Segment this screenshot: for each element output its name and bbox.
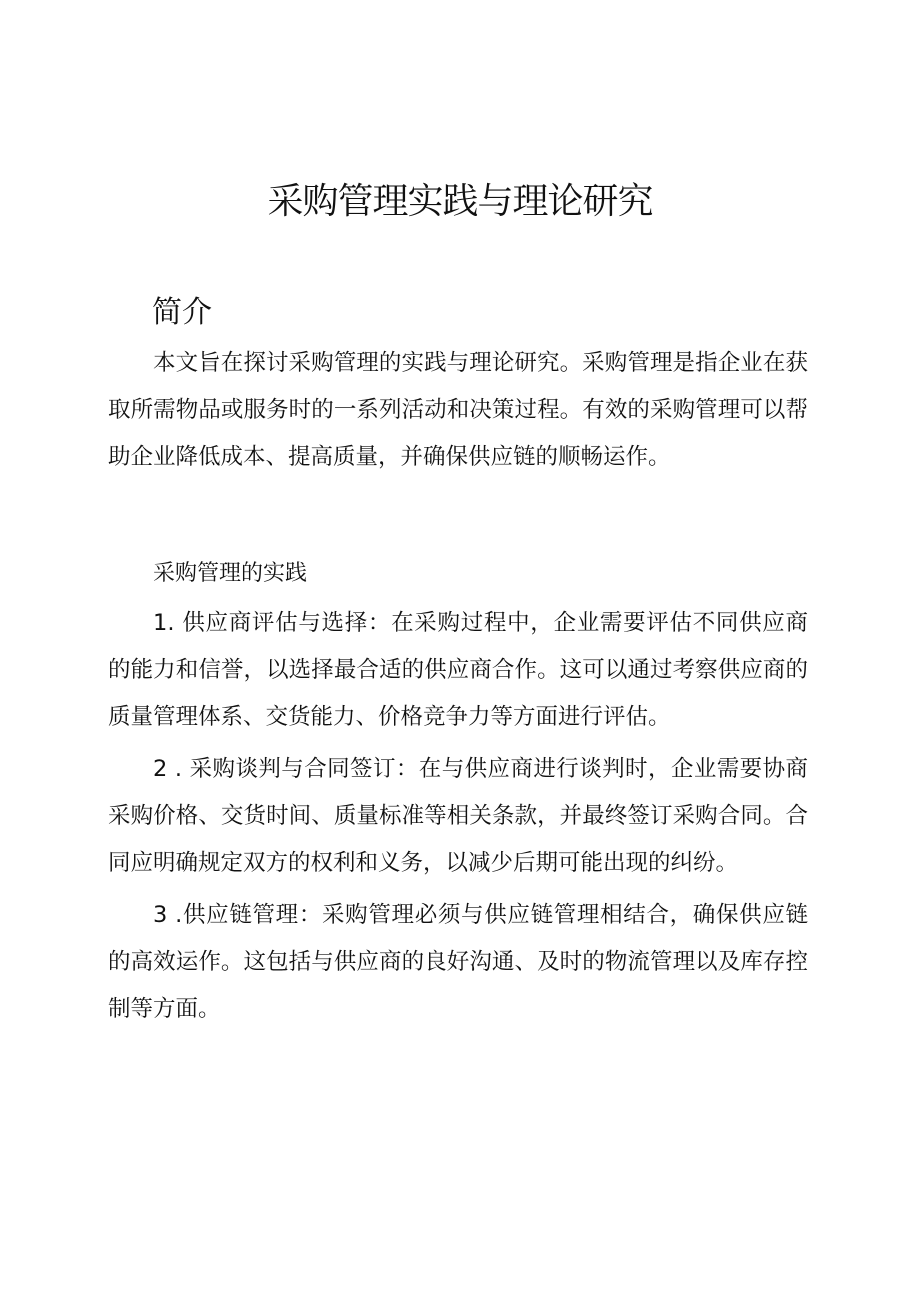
practice-item-supplier-evaluation: 1. 供应商评估与选择：在采购过程中，企业需要评估不同供应商的能力和信誉，以选择最合适的供应商合作。这可以通过考察供应商的质量管理体系、交货能力、价格竞争力等方面进行评估。 [108, 610, 808, 730]
practice-item-negotiation-contract: 2 . 采购谈判与合同签订：在与供应商进行谈判时，企业需要协商采购价格、交货时间、质量标准等相关条款，并最终签订采购合同。合同应明确规定双方的权利和义务，以减少后期可能出现的纠纷。 [108, 756, 808, 876]
practice-section-label: 采购管理的实践 [153, 561, 308, 586]
intro-heading: 简介 [152, 295, 212, 330]
practice-item-supply-chain: 3 .供应链管理：采购管理必须与供应链管理相结合，确保供应链的高效运作。这包括与供应商的良好沟通、及时的物流管理以及库存控制等方面。 [108, 902, 808, 1022]
document-title: 采购管理实践与理论研究 [267, 181, 653, 222]
intro-paragraph: 本文旨在探讨采购管理的实践与理论研究。采购管理是指企业在获取所需物品或服务时的一系列活动和决策过程。有效的采购管理可以帮助企业降低成本、提高质量，并确保供应链的顺畅运作。 [108, 350, 808, 470]
